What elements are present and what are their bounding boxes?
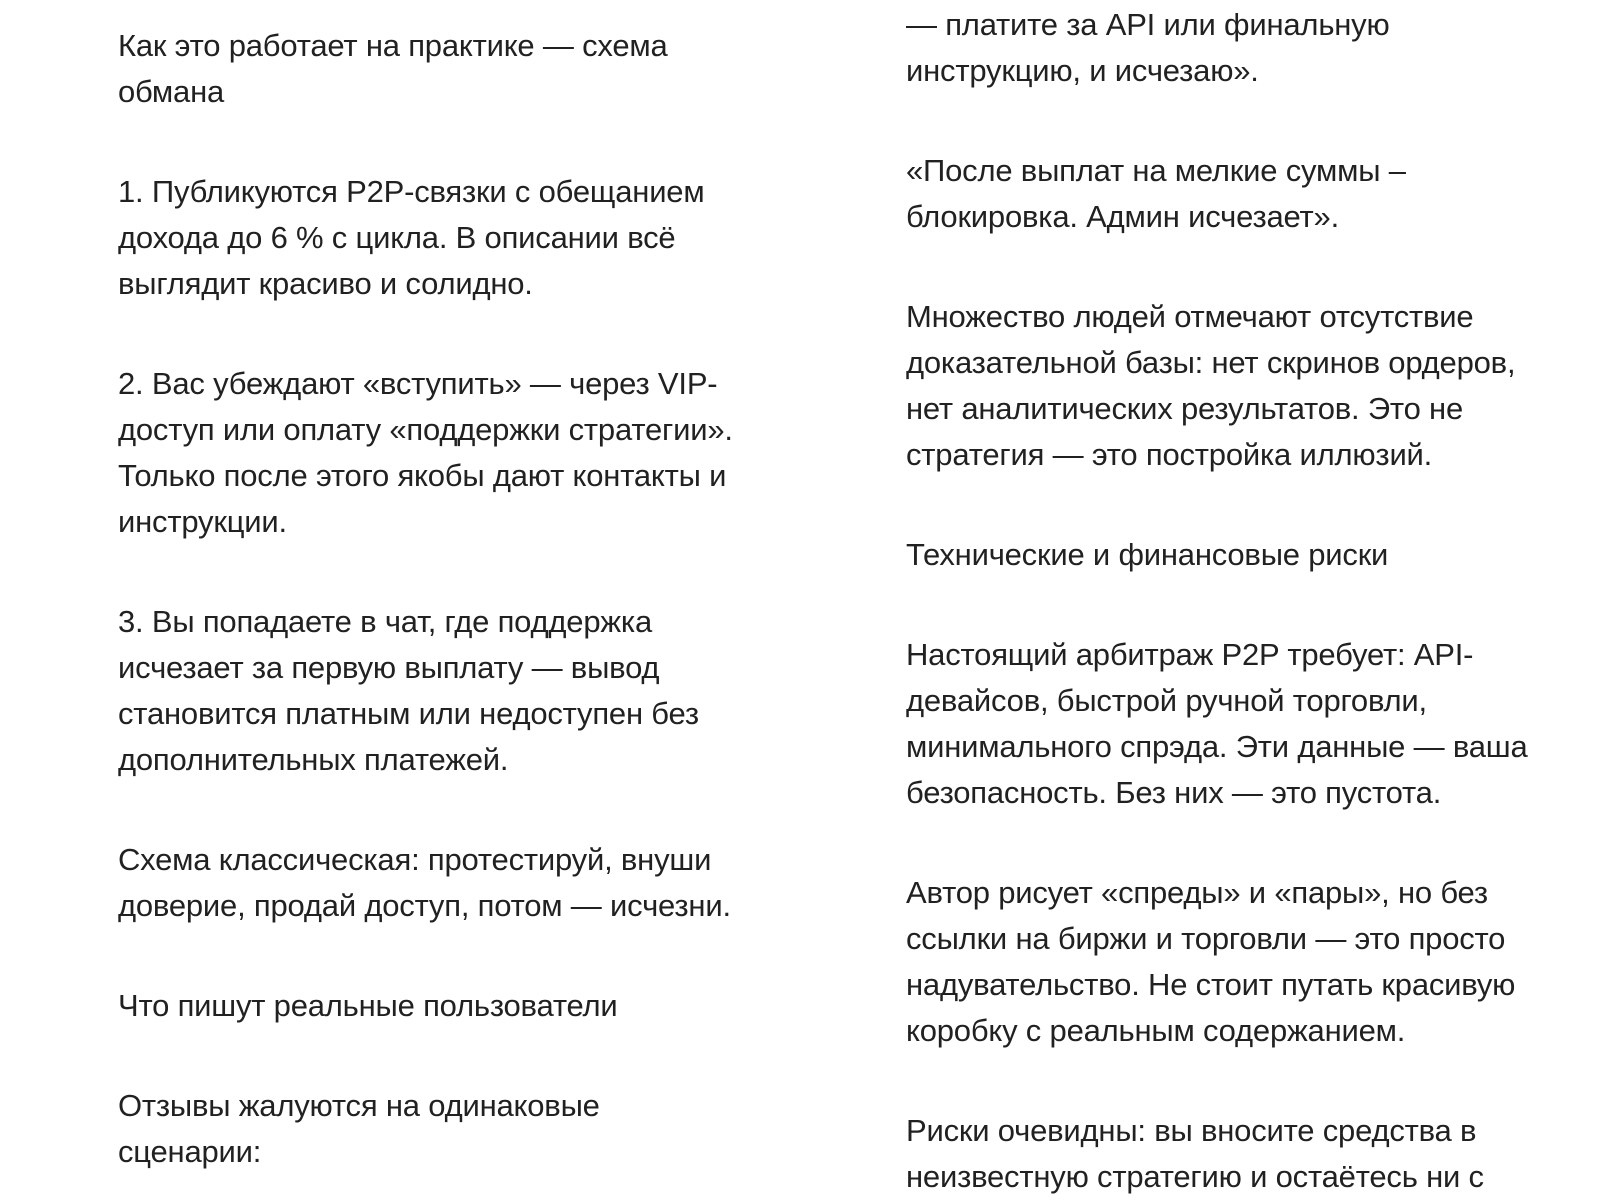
text-line: 3. Вы попадаете в чат, где поддержка	[118, 604, 652, 639]
text-line: Автор рисует «спреды» и «пары», но без	[906, 875, 1488, 910]
text-line: Множество людей отмечают отсутствие	[906, 299, 1474, 334]
text-line: дохода до 6 % с цикла. В описании всё	[118, 220, 676, 255]
text-line: доказательной базы: нет скринов ордеров,	[906, 345, 1516, 380]
para-author-draws	[906, 870, 1582, 1054]
text-line: выглядит красиво и солидно.	[118, 266, 533, 301]
text-line: дополнительных платежей.	[118, 742, 509, 777]
text-line: Риски очевидны: вы вносите средства в	[906, 1113, 1477, 1148]
para-quote-api-pay	[906, 2, 1582, 94]
text-line: Настоящий арбитраж P2P требует: API-	[906, 637, 1474, 672]
para-quote-block	[906, 148, 1582, 240]
text-line: обмана	[118, 74, 225, 109]
text-line: исчезает за первую выплату — вывод	[118, 650, 660, 685]
para-heading-real-users	[118, 983, 782, 1029]
text-line: девайсов, быстрой ручной торговли,	[906, 683, 1427, 718]
para-step-3	[118, 599, 782, 783]
para-scheme-classic	[118, 837, 782, 929]
text-line: доверие, продай доступ, потом — исчезни.	[118, 888, 731, 923]
para-reviews-intro	[118, 1083, 782, 1175]
text-line: сценарии:	[118, 1134, 262, 1169]
text-line: Схема классическая: протестируй, внуши	[118, 842, 712, 877]
column-right	[906, 2, 1582, 1200]
para-heading-tech-risks	[906, 532, 1582, 578]
text-line: Что пишут реальные пользователи	[118, 988, 618, 1023]
text-line: инструкции.	[118, 504, 287, 539]
text-line: 2. Вас убеждают «вступить» — через VIP-	[118, 366, 718, 401]
para-step-1	[118, 169, 782, 307]
text-line: ссылки на биржи и торговли — это просто	[906, 921, 1506, 956]
text-line: Как это работает на практике — схема	[118, 28, 668, 63]
para-step-2	[118, 361, 782, 545]
text-line: блокировка. Админ исчезает».	[906, 199, 1340, 234]
text-line: безопасность. Без них — это пустота.	[906, 775, 1442, 810]
text-line: Отзывы жалуются на одинаковые	[118, 1088, 600, 1123]
text-line: нет аналитических результатов. Это не	[906, 391, 1463, 426]
text-line: Технические и финансовые риски	[906, 537, 1389, 572]
text-line: инструкцию, и исчезаю».	[906, 53, 1259, 88]
text-line: надувательство. Не стоит путать красивую	[906, 967, 1516, 1002]
text-line: становится платным или недоступен без	[118, 696, 699, 731]
text-line: доступ или оплату «поддержки стратегии».	[118, 412, 733, 447]
para-heading-how-it-works	[118, 23, 782, 115]
text-line: 1. Публикуются P2P-связки с обещанием	[118, 174, 705, 209]
para-no-evidence	[906, 294, 1582, 478]
text-line: неизвестную стратегию и остаётесь ни с	[906, 1159, 1484, 1194]
text-line: коробку с реальным содержанием.	[906, 1013, 1406, 1048]
column-left	[118, 23, 782, 1175]
text-line: — платите за API или финальную	[906, 7, 1390, 42]
para-risks-obvious	[906, 1108, 1582, 1200]
para-real-arbitrage	[906, 632, 1582, 816]
text-line: минимального спрэда. Эти данные — ваша	[906, 729, 1528, 764]
text-line: Только после этого якобы дают контакты и	[118, 458, 727, 493]
text-line: стратегия — это постройка иллюзий.	[906, 437, 1433, 472]
text-line: «После выплат на мелкие суммы –	[906, 153, 1406, 188]
